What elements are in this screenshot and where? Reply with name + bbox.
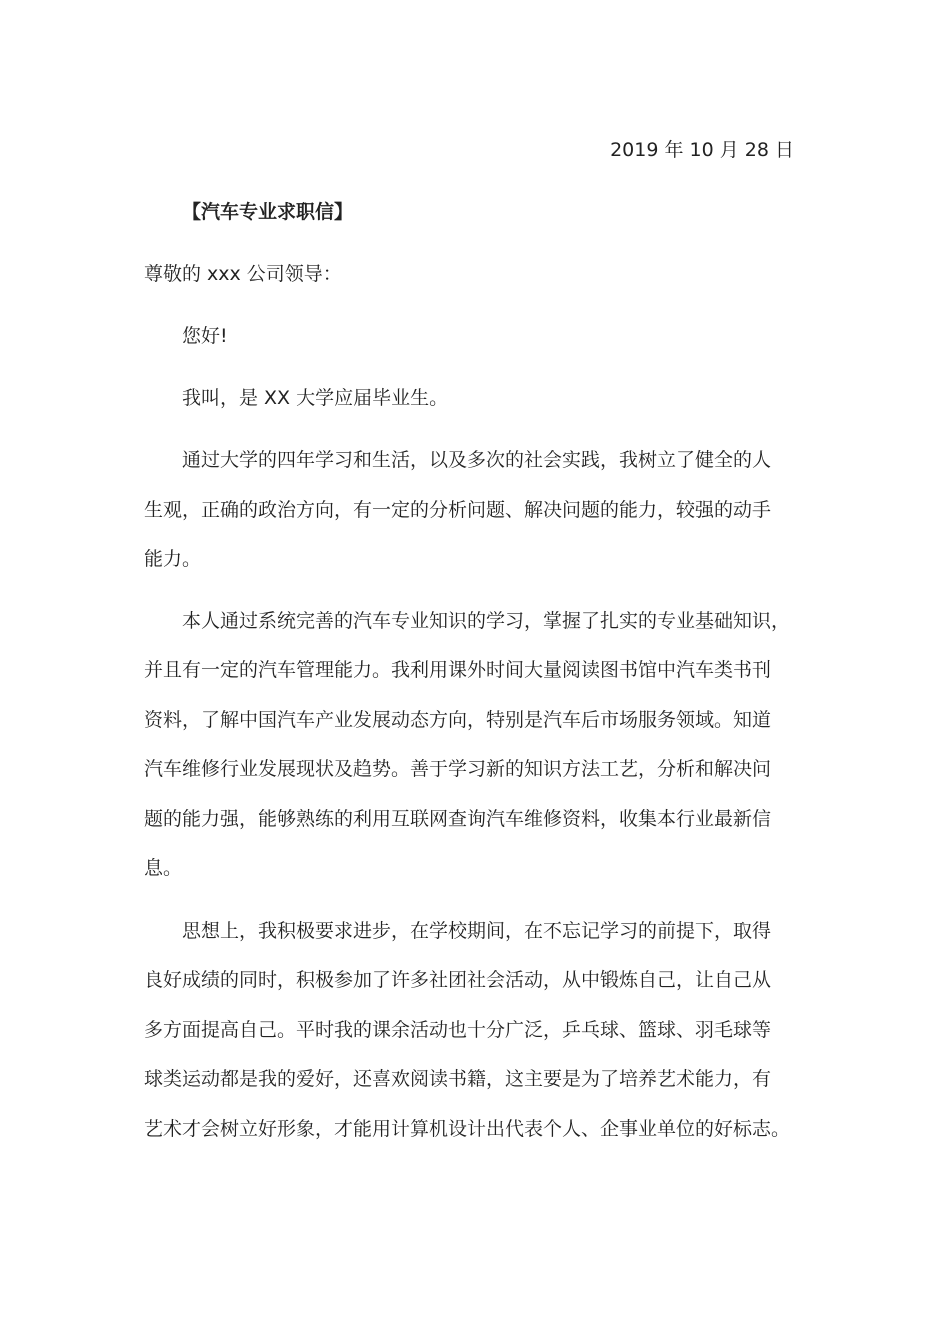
paragraph-2-line-6: 息。	[144, 857, 183, 879]
paragraph-3-line-5: 艺术才会树立好形象，才能用计算机设计出代表个人、企事业单位的好标志。	[144, 1118, 791, 1140]
paragraph-1-line-2: 生观，正确的政治方向，有一定的分析问题、解决问题的能力，较强的动手	[144, 499, 772, 521]
paragraph-3-line-4: 球类运动都是我的爱好，还喜欢阅读书籍，这主要是为了培养艺术能力，有	[144, 1068, 772, 1090]
paragraph-3-line-3: 多方面提高自己。平时我的课余活动也十分广泛，乒乓球、篮球、羽毛球等	[144, 1019, 772, 1041]
paragraph-2-line-1: 本人通过系统完善的汽车专业知识的学习，掌握了扎实的专业基础知识，	[182, 610, 791, 632]
paragraph-1-line-3: 能力。	[144, 548, 202, 570]
intro-line: 我叫，是 XX 大学应届毕业生。	[182, 387, 449, 409]
paragraph-2-line-4: 汽车维修行业发展现状及趋势。善于学习新的知识方法工艺，分析和解决问	[144, 758, 772, 780]
paragraph-2-line-5: 题的能力强，能够熟练的利用互联网查询汽车维修资料，收集本行业最新信	[144, 808, 772, 830]
salutation: 尊敬的 xxx 公司领导：	[144, 263, 342, 285]
paragraph-1-line-1: 通过大学的四年学习和生活，以及多次的社会实践，我树立了健全的人	[182, 449, 772, 471]
letter-title: 【汽车专业求职信】	[182, 201, 354, 223]
paragraph-2-line-2: 并且有一定的汽车管理能力。我利用课外时间大量阅读图书馆中汽车类书刊	[144, 659, 772, 681]
paragraph-3-line-1: 思想上，我积极要求进步，在学校期间，在不忘记学习的前提下，取得	[182, 920, 772, 942]
greeting: 您好!	[182, 325, 228, 347]
paragraph-3-line-2: 良好成绩的同时，积极参加了许多社团社会活动，从中锻炼自己，让自己从	[144, 969, 772, 991]
paragraph-2-line-3: 资料，了解中国汽车产业发展动态方向，特别是汽车后市场服务领域。知道	[144, 709, 772, 731]
letter-date: 2019 年 10 月 28 日	[610, 139, 794, 161]
